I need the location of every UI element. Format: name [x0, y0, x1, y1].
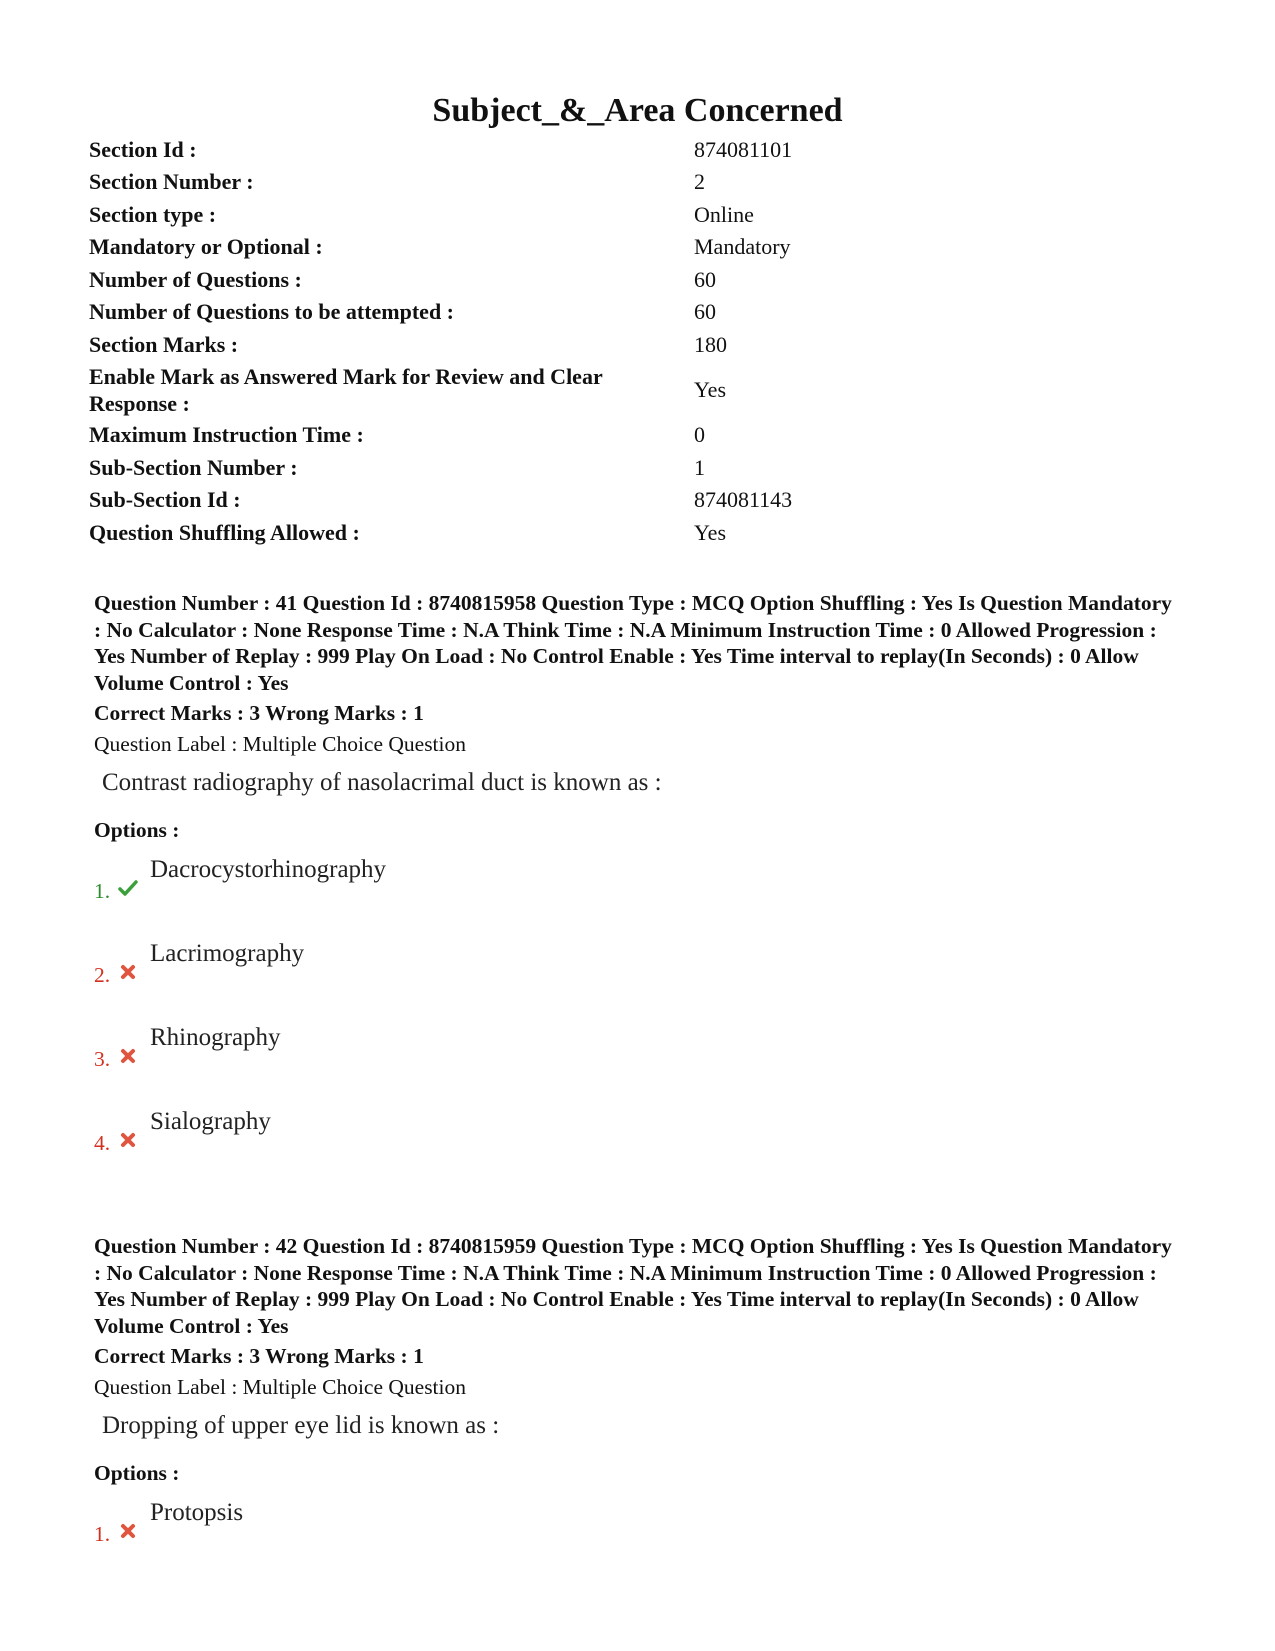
cross-icon: [118, 1130, 138, 1150]
question-text: Dropping of upper eye lid is known as :: [102, 1412, 500, 1439]
option-text: Protopsis: [150, 1498, 244, 1526]
info-label: Sub-Section Id :: [89, 487, 241, 513]
info-label: Enable Mark as Answered Mark for Review and Clear Response :: [89, 363, 603, 416]
options-heading: Options :: [94, 1461, 180, 1485]
info-row-sub-section-number: [89, 451, 1189, 484]
info-value: Online: [694, 201, 754, 227]
info-value: 2: [694, 169, 705, 195]
info-row-num-attempted: [89, 296, 1189, 329]
section-info-table: [89, 133, 1189, 549]
info-value: 874081143: [694, 487, 793, 513]
question-marks: Correct Marks : 3 Wrong Marks : 1: [94, 1344, 424, 1368]
options-list: [94, 1497, 1184, 1581]
info-label: Number of Questions to be attempted :: [89, 299, 455, 325]
info-label: Section Number :: [89, 169, 254, 195]
info-row-mandatory: [89, 231, 1189, 264]
info-row-max-instruction-time: [89, 419, 1189, 452]
info-value: 874081101: [694, 136, 793, 162]
option-text: Rhinography: [150, 1023, 281, 1051]
info-row-sub-section-id: [89, 484, 1189, 517]
info-value: Yes: [694, 519, 727, 545]
option-item: [94, 938, 1184, 1022]
question-meta: Question Number : 41 Question Id : 8740815958 Question Type : MCQ Option Shuffling : Yes Is Question Mandatory : No Calculator : None Response Time : N.A Think Time : N.A Minimum Instruction Time : 0 Allowed Progression : Yes Number of Replay : 999 Play On Load : No Control Enable : Yes Time interval to replay(In Seconds) : 0 Allow Volume Control : Yes: [94, 591, 1172, 695]
page-title: Subject_&_Area Concerned: [432, 92, 843, 129]
info-label: Maximum Instruction Time :: [89, 422, 364, 448]
info-label: Mandatory or Optional :: [89, 234, 323, 260]
info-label: Section type :: [89, 201, 217, 227]
option-number: 4.: [94, 1130, 111, 1155]
option-item: [94, 1106, 1184, 1190]
info-value: 0: [694, 422, 705, 448]
options-heading: Options :: [94, 818, 180, 842]
info-row-section-number: [89, 166, 1189, 199]
info-value: Yes: [694, 377, 727, 402]
info-value: Mandatory: [694, 234, 791, 260]
info-label: Question Shuffling Allowed :: [89, 519, 360, 545]
info-label: Section Marks :: [89, 331, 239, 357]
info-row-num-questions: [89, 263, 1189, 296]
question-text: Contrast radiography of nasolacrimal duct is known as :: [102, 769, 662, 796]
info-label: Sub-Section Number :: [89, 454, 298, 480]
question-label: Question Label : Multiple Choice Question: [94, 1374, 467, 1399]
question-label: Question Label : Multiple Choice Question: [94, 731, 467, 756]
option-text: Dacrocystorhinography: [150, 855, 387, 883]
info-label: Number of Questions :: [89, 266, 302, 292]
option-item: [94, 1022, 1184, 1106]
option-item: [94, 854, 1184, 938]
option-number: 3.: [94, 1046, 111, 1071]
info-row-section-id: [89, 133, 1189, 166]
info-value: 60: [694, 266, 716, 292]
question-block: [94, 1233, 1184, 1581]
option-item: [94, 1497, 1184, 1581]
info-row-shuffling: [89, 516, 1189, 549]
option-text: Lacrimography: [150, 939, 305, 967]
question-block: [94, 590, 1184, 1190]
option-number: 1.: [94, 1521, 111, 1546]
question-meta: Question Number : 42 Question Id : 8740815959 Question Type : MCQ Option Shuffling : Yes Is Question Mandatory : No Calculator : None Response Time : N.A Think Time : N.A Minimum Instruction Time : 0 Allowed Progression : Yes Number of Replay : 999 Play On Load : No Control Enable : Yes Time interval to replay(In Seconds) : 0 Allow Volume Control : Yes: [94, 1234, 1172, 1338]
info-value: 60: [694, 299, 716, 325]
check-icon: [118, 878, 138, 898]
info-value: 180: [694, 331, 727, 357]
option-text: Sialography: [150, 1107, 271, 1135]
info-row-section-type: [89, 198, 1189, 231]
info-value: 1: [694, 454, 705, 480]
info-row-enable-mark: [89, 361, 1189, 419]
info-label: Section Id :: [89, 136, 197, 162]
options-list: [94, 854, 1184, 1190]
cross-icon: [118, 1521, 138, 1541]
option-number: 2.: [94, 962, 111, 987]
option-number: 1.: [94, 878, 111, 903]
question-marks: Correct Marks : 3 Wrong Marks : 1: [94, 701, 424, 725]
cross-icon: [118, 962, 138, 982]
info-row-section-marks: [89, 328, 1189, 361]
cross-icon: [118, 1046, 138, 1066]
